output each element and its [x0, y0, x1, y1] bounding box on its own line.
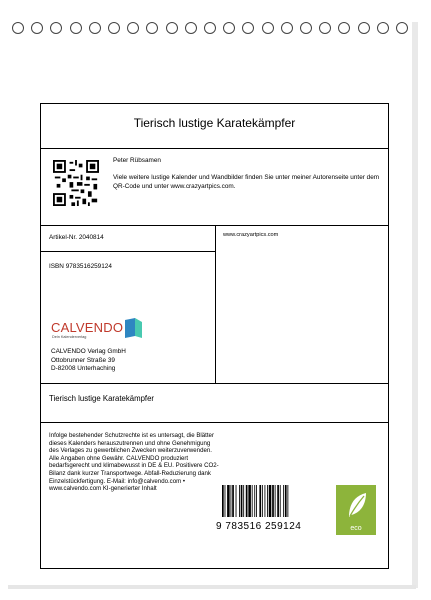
barcode-bar [283, 485, 284, 517]
divider [41, 383, 388, 384]
barcode-bar [287, 485, 288, 517]
eco-label: eco [350, 525, 362, 532]
barcode-bar [248, 485, 251, 517]
info-frame [40, 103, 389, 569]
binding-hole [262, 22, 274, 34]
binding-hole [204, 22, 216, 34]
barcode-bar [252, 485, 253, 517]
barcode-bar [232, 485, 234, 517]
binding-hole [185, 22, 197, 34]
legal-notice: Infolge bestehender Schutzrechte ist es untersagt, die Blätter dieses Kalenders herauszutrennen und ohne Genehmigung des Verlages zu gewerblichen Zwecken weiterzuverwenden. Alle Angaben ohne Gewähr. CALVENDO produziert bedarfsgerecht und klimabewusst in DE & EU. Positivere CO2-Bilanz dank kurzer Transportwege. Abfall-Reduzierung dank Einzelstückfertigung. E-Mail: info@calvendo.com • www.calvendo.com KI-generierter Inhalt [49, 432, 219, 493]
leaf-icon [346, 491, 368, 519]
eco-badge [336, 485, 376, 535]
barcode-bar [227, 485, 230, 517]
barcode-bar [262, 485, 263, 517]
divider [215, 225, 216, 383]
publisher-line: Ottobrunner Straße 39 [51, 356, 115, 364]
qr-code-icon [53, 160, 99, 206]
binding-hole [319, 22, 331, 34]
calendar-title: Tierisch lustige Karatekämpfer [133, 116, 296, 130]
binding-hole [166, 22, 178, 34]
barcode-bar [265, 485, 266, 517]
binding-hole [242, 22, 254, 34]
calvendo-logo [51, 318, 151, 344]
barcode-bar [243, 485, 244, 517]
website-link[interactable]: www.crazyartpics.com [223, 232, 279, 238]
binding-hole [108, 22, 120, 34]
binding-hole [31, 22, 43, 34]
binding-hole [12, 22, 24, 34]
binding-hole [89, 22, 101, 34]
binding-hole [338, 22, 350, 34]
binding-hole [70, 22, 82, 34]
calendar-title-repeat: Tierisch lustige Karatekämpfer [49, 394, 155, 403]
barcode-bar [259, 485, 261, 517]
divider [41, 148, 388, 149]
binding-hole [127, 22, 139, 34]
barcode-icon [222, 485, 318, 517]
publisher-line: CALVENDO Verlag GmbH [51, 348, 126, 355]
barcode-bar [225, 485, 226, 517]
calvendo-flag-icon [123, 318, 143, 338]
divider [41, 422, 388, 423]
binding-hole [146, 22, 158, 34]
barcode-bar [277, 485, 279, 517]
page-shadow [412, 22, 418, 588]
binding-hole [377, 22, 389, 34]
binding-hole [396, 22, 408, 34]
barcode-bar [285, 485, 287, 517]
barcode-bar [275, 485, 276, 517]
barcode-bar [272, 485, 274, 517]
page-bottom-edge [8, 585, 416, 589]
binding-hole [358, 22, 370, 34]
barcode-bar [256, 485, 257, 517]
logo-tagline: Dein Kalenderverlag [52, 335, 87, 339]
author-description: Viele weitere lustige Kalender und Wandbilder finden Sie unter meiner Autorenseite unter dem QR-Code und unter www.crazyartpics.com. [113, 174, 380, 190]
isbn: ISBN 9783516259124 [49, 263, 112, 270]
barcode-bar [222, 485, 224, 517]
publisher-line: D-82008 Unterhaching [51, 365, 116, 372]
article-number: Artikel-Nr. 2040814 [49, 234, 104, 241]
barcode-bar [241, 485, 243, 517]
author-name: Peter Rübsamen [113, 157, 161, 164]
binding-hole [300, 22, 312, 34]
binding-hole [50, 22, 62, 34]
barcode-bar [269, 485, 272, 517]
barcode-bar [246, 485, 248, 517]
binding-hole [281, 22, 293, 34]
binding-holes [12, 22, 414, 36]
barcode-bar [254, 485, 255, 517]
barcode-bar [267, 485, 268, 517]
barcode-bar [280, 485, 281, 517]
divider [41, 251, 216, 252]
logo-text: CALVENDO [51, 320, 124, 335]
barcode-number: 9 783516 259124 [216, 521, 302, 532]
barcode-bar [239, 485, 240, 517]
publisher-address [51, 348, 126, 374]
barcode-bar [236, 485, 237, 517]
barcode-bar [231, 485, 232, 517]
binding-hole [223, 22, 235, 34]
